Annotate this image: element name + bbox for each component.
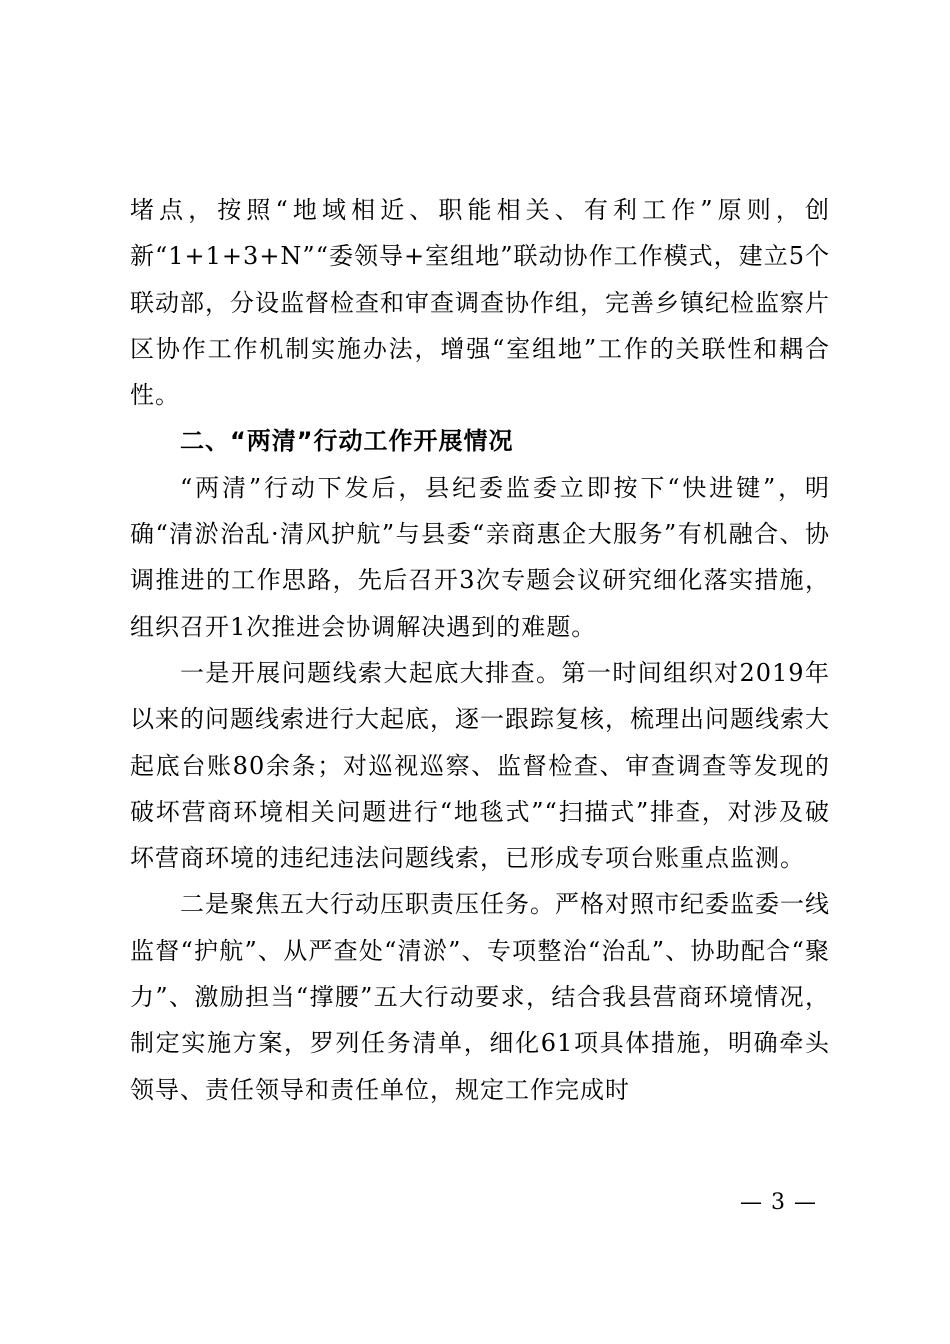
paragraph-item-two: 二是聚焦五大行动压职责压任务。严格对照市纪委监委一线监督“护航”、从严查处“清淤”、专项整治“治乱”、协助配合“聚力”、激励担当“撑腰”五大行动要求，结合我县营商环境情况，制定实施方案，罗列任务清单，细化61项具体措施，明确牵头领导、责任领导和责任单位，规定工作完成时 (130, 890, 830, 1104)
paragraph-intro: “两清”行动下发后，县纪委监委立即按下“快进键”，明确“清淤治乱·清风护航”与县委“亲商惠企大服务”有机融合、协调推进的工作思路，先后召开3次专题会议研究细化落实措施，组织召开1次推进会协调解决遇到的难题。 (130, 473, 830, 641)
section-heading: 二、“两清”行动工作开展情况 (180, 427, 514, 456)
paragraph-continuation: 堵点，按照“地域相近、职能相关、有利工作”原则，创新“1+1+3+N”“委领导+室组地”联动协作工作模式，建立5个联动部，分设监督检查和审查调查协作组，完善乡镇纪检监察片区协作工作机制实施办法，增强“室组地”工作的关联性和耦合性。 (130, 196, 830, 410)
paragraph-item-one: 一是开展问题线索大起底大排查。第一时间组织对2019年以来的问题线索进行大起底，逐一跟踪复核，梳理出问题线索大起底台账80余条；对巡视巡察、监督检查、审查调查等发现的破坏营商环境相关问题进行“地毯式”“扫描式”排查，对涉及破坏营商环境的违纪违法问题线索，已形成专项台账重点监测。 (130, 658, 830, 873)
page-number: — 3 — (740, 1190, 817, 1215)
document-body (130, 187, 830, 1113)
